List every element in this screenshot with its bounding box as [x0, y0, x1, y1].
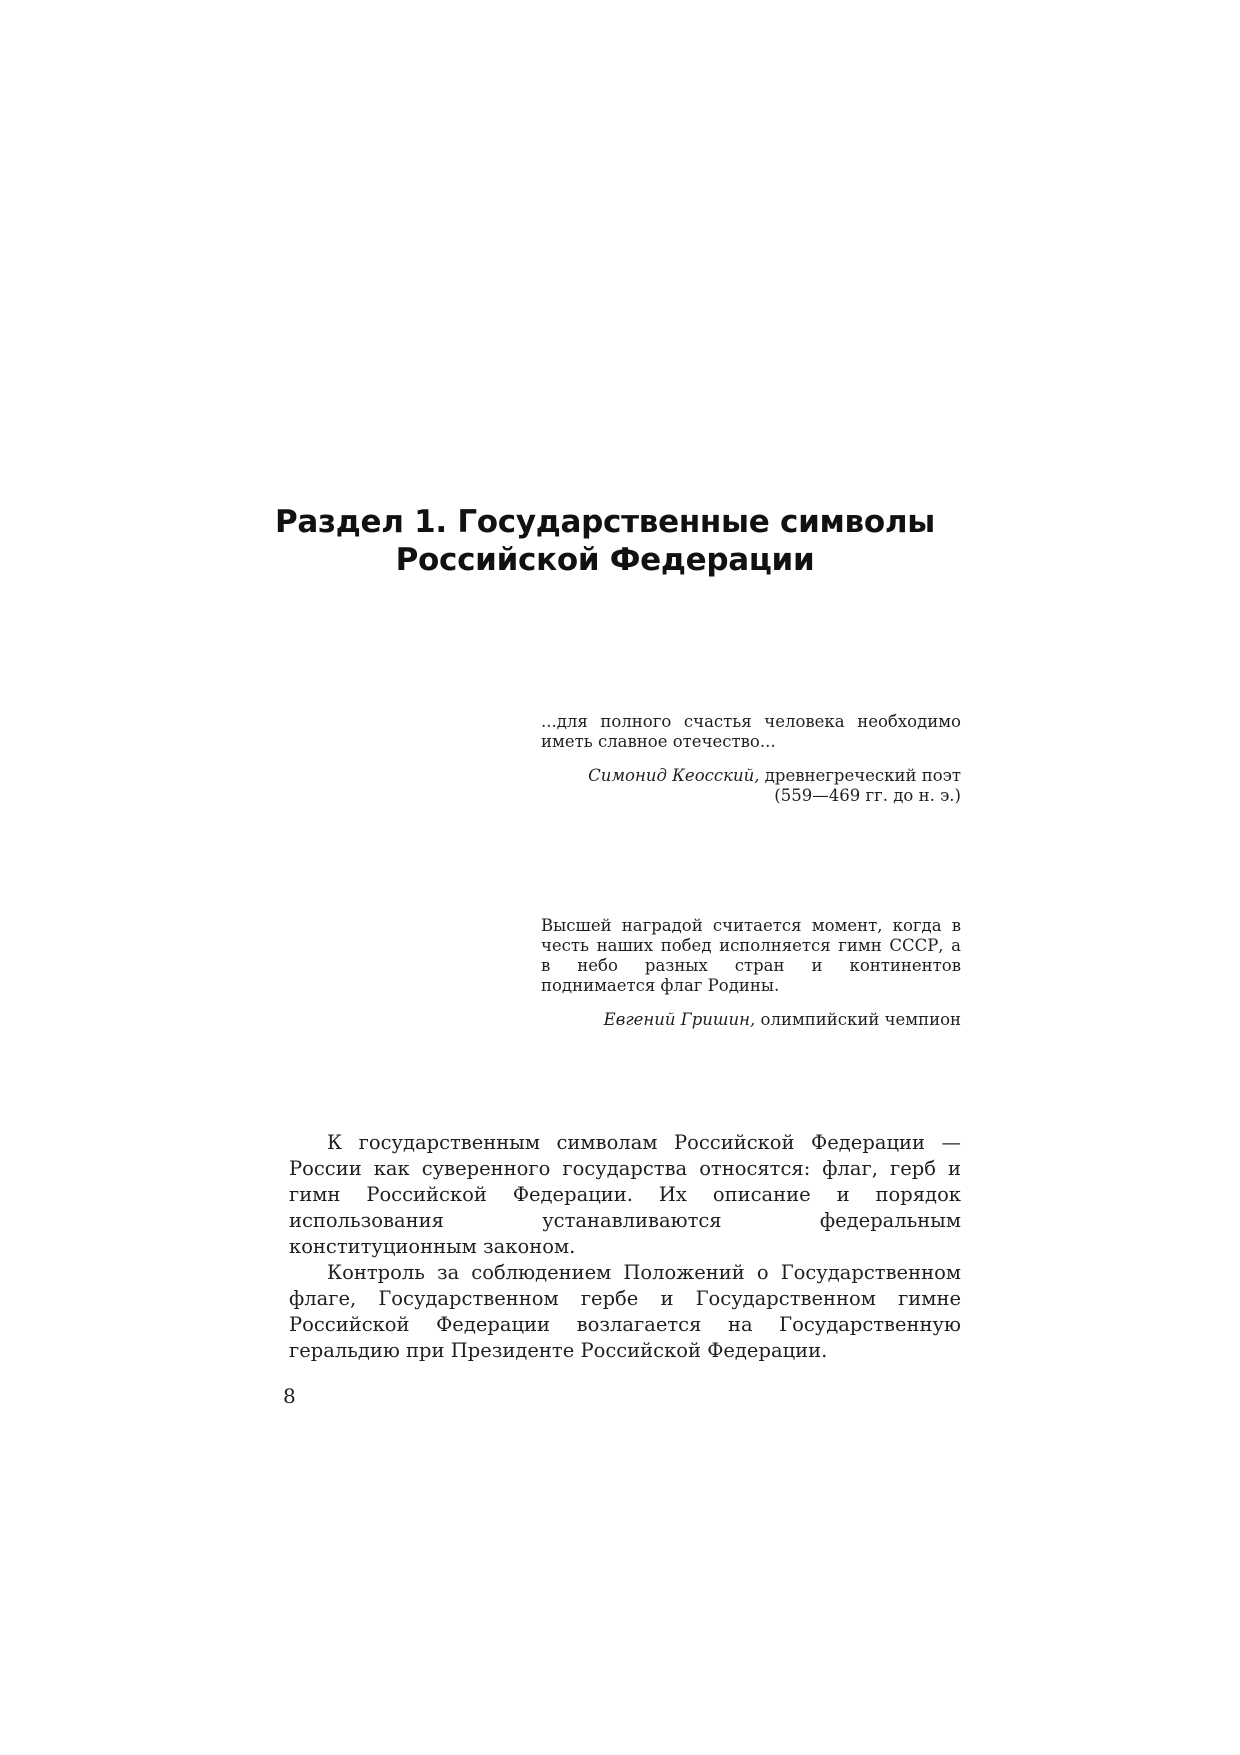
page-number: 8	[283, 1384, 296, 1408]
epigraph-attribution	[541, 1010, 961, 1030]
epigraph-simonides	[541, 712, 961, 806]
section-title-line-2: Российской Федерации	[395, 542, 815, 578]
epigraph-quote: Высшей наградой считается момент, когда в честь наших побед исполняется гимн СССР, а в небо разных стран и континентов поднимается флаг Родины.	[541, 916, 961, 995]
body-paragraph: Контроль за соблюдением Положений о Государственном флаге, Государственном гербе и Государственном гимне Российской Федерации возлагается на Государственную геральдию при Президенте Российской Федерации.	[289, 1261, 961, 1362]
body-text	[289, 1130, 961, 1364]
section-title-line-1: Раздел 1. Государственные символы	[275, 504, 935, 540]
body-paragraph: К государственным символам Российской Федерации — России как суверенного государства относятся: флаг, герб и гимн Российской Федерации. Их описание и порядок использования устанавливаются федеральным конституционным законом.	[289, 1131, 961, 1258]
epigraph-author: Симонид Кеосский,	[588, 766, 760, 785]
epigraph-quote: ...для полного счастья человека необходимо иметь славное отечество...	[541, 712, 961, 751]
epigraph-attribution	[541, 766, 961, 806]
epigraph-grishin	[541, 916, 961, 1030]
section-title	[240, 503, 970, 579]
epigraph-author-role: олимпийский чемпион	[760, 1010, 961, 1029]
epigraph-author-years: (559—469 гг. до н. э.)	[774, 786, 961, 805]
epigraph-author-role: древнегреческий поэт	[764, 766, 961, 785]
epigraph-author: Евгений Гришин,	[603, 1010, 756, 1029]
epigraph-attribution-line	[541, 766, 961, 786]
